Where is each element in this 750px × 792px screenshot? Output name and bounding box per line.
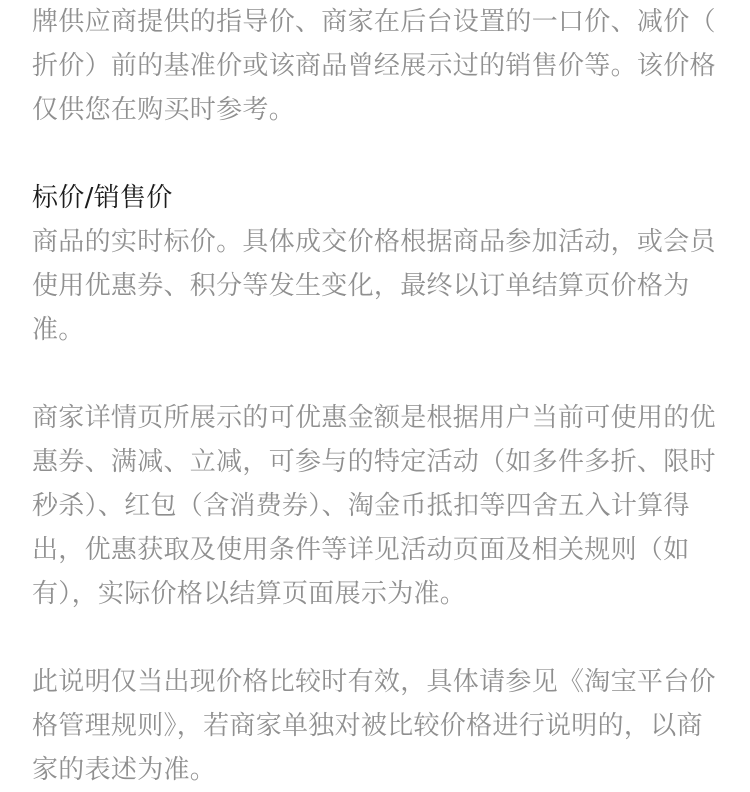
text-line: 商家详情页所展示的可优惠金额是根据用户当前可使用的优	[32, 403, 716, 433]
text-line: 家的表述为准。	[32, 755, 217, 785]
paragraph-validity-note	[32, 660, 734, 792]
text-line: 商品的实时标价。具体成交价格根据商品参加活动，或会员	[32, 227, 716, 257]
text-line: 此说明仅当出现价格比较时有效，具体请参见《淘宝平台价	[32, 667, 716, 697]
text-line: 惠券、满减、立减，可参与的特定活动（如多件多折、限时	[32, 447, 716, 477]
paragraph-spacer	[32, 352, 734, 396]
paragraph-discount-amount	[32, 396, 734, 616]
text-line: 格管理规则》，若商家单独对被比较价格进行说明的，以商	[32, 711, 703, 741]
paragraph-spacer	[32, 616, 734, 660]
text-line: 折价）前的基准价或该商品曾经展示过的销售价等。该价格	[32, 51, 716, 81]
text-line: 仅供您在购买时参考。	[32, 95, 296, 125]
text-line: 牌供应商提供的指导价、商家在后台设置的一口价、减价（	[32, 7, 716, 37]
section-standard-price	[32, 176, 734, 352]
section-heading: 标价/销售价	[32, 183, 173, 213]
text-line: 出，优惠获取及使用条件等详见活动页面及相关规则（如	[32, 535, 690, 565]
text-line: 有），实际价格以结算页面展示为准。	[32, 579, 467, 609]
paragraph-spacer	[32, 132, 734, 176]
text-line: 使用优惠券、积分等发生变化，最终以订单结算页价格为	[32, 271, 690, 301]
text-line: 准。	[32, 315, 85, 345]
text-line: 秒杀）、红包（含消费券）、淘金币抵扣等四舍五入计算得	[32, 491, 690, 521]
paragraph-reference-price	[32, 0, 734, 132]
